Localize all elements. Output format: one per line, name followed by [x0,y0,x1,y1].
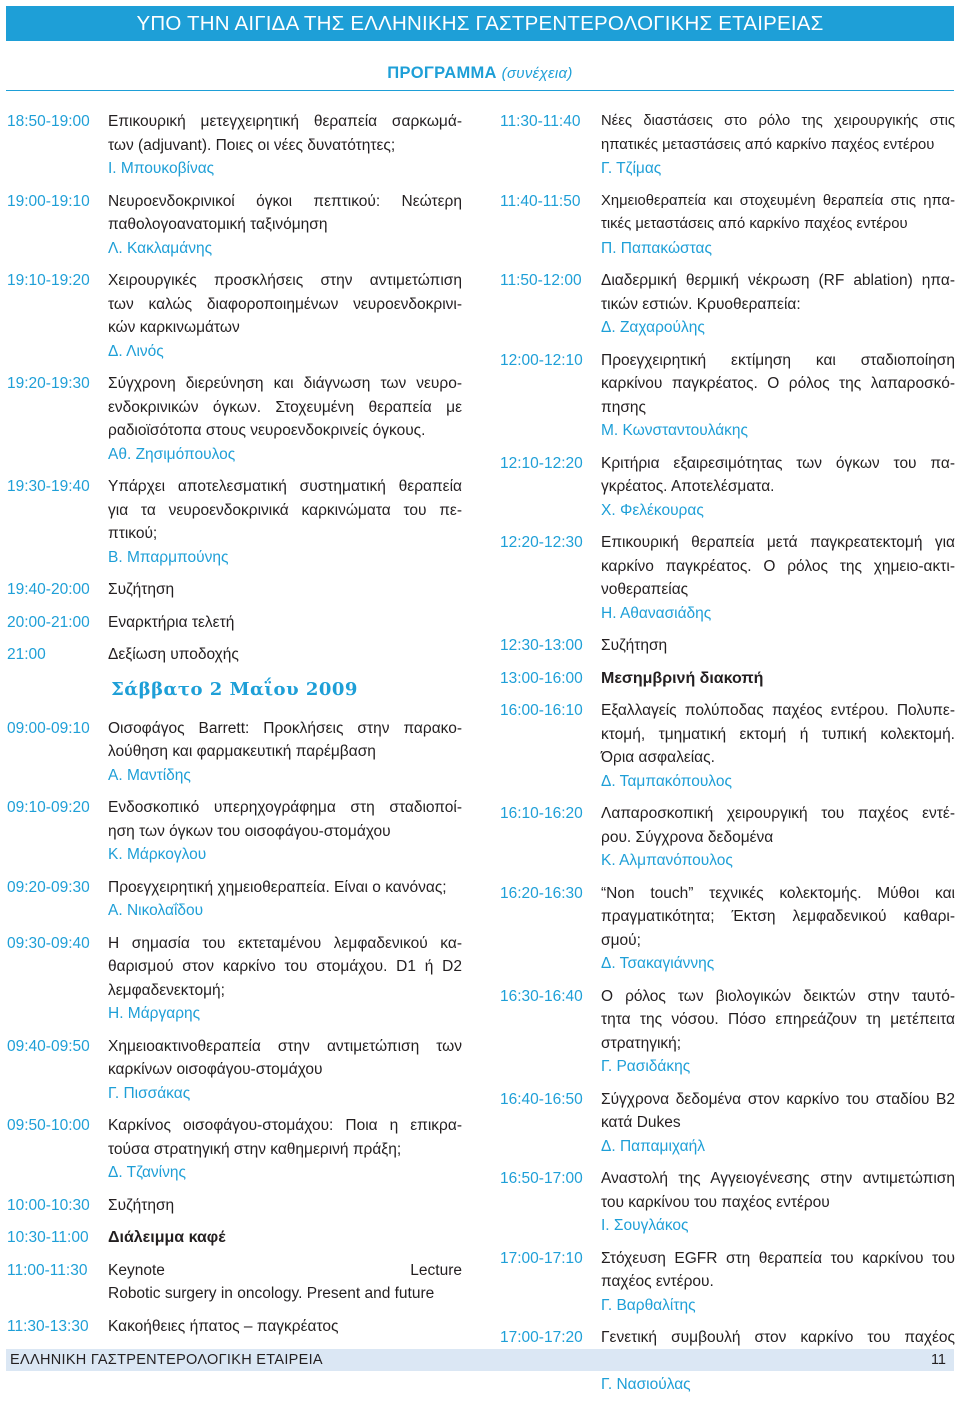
session-body [601,699,955,793]
schedule-item [500,1088,955,1159]
session-title-line: των καλώς διαφοροποιημένων νευροενδοκρινι- [108,295,462,313]
speaker-name: Αθ. Ζησιμόπουλος [108,445,236,463]
session-title-line: Προεγχειρητική χημειοθεραπεία. Είναι ο κανόνας; [108,878,447,896]
session-time: 12:20-12:30 [500,534,583,551]
page-number: 11 [930,1352,946,1368]
session-time: 09:00-09:10 [7,719,90,737]
speaker-name: Ι. Σουγλάκος [601,1217,689,1234]
schedule-item [7,1259,462,1306]
session-time: 09:10-09:20 [7,799,90,816]
speaker-name: Δ. Ζαχαρούλης [601,319,705,336]
session-title-line: παχέος εντέρου. [601,1273,714,1290]
session-body [108,611,462,635]
session-body [108,190,462,261]
session-title-line: ενδοκρινικών όγκων. Στοχευμένη θεραπεία με [108,398,462,416]
session-title-line: καρκίνο παγκρέατος. Ο ρόλος της χημειο-ακτι- [601,557,955,575]
speaker-name: Κ. Αλμπανόπουλος [601,852,733,869]
session-time: 16:50-17:00 [500,1170,583,1187]
session-title-line: κών καρκινωμάτων [108,319,240,336]
session-body [108,372,462,466]
session-title-line: πτικού; [108,525,158,542]
session-title-line: Επικουρική μετεγχειρητική θεραπεία σαρκωμά- [108,113,462,130]
session-time: 16:20-16:30 [500,884,583,902]
session-time: 20:00-21:00 [7,613,90,631]
speaker-name: Ι. Μπουκοβίνας [108,160,215,177]
schedule-item [500,190,955,261]
session-time: 17:00-17:20 [500,1329,583,1346]
schedule-item [7,932,462,1026]
schedule-item [500,531,955,625]
session-body [601,452,955,523]
schedule-item [7,269,462,363]
session-time: 19:20-19:30 [7,375,90,392]
speaker-name: Η. Μάργαρης [108,1005,201,1022]
session-title-line: Όρια ασφαλείας. [601,749,715,766]
session-title-line: Υπάρχει αποτελεσματική συστηματική θεραπεία [108,478,462,495]
schedule-item [500,802,955,873]
session-title-line: Δεξίωση υποδοχής [108,646,239,663]
session-time: 18:50-19:00 [7,113,90,130]
session-time: 10:00-10:30 [7,1196,90,1214]
session-time: 12:00-12:10 [500,351,583,369]
session-title-line: γκρέατος. Αποτελέσματα. [601,478,775,495]
schedule-item [7,1315,462,1339]
session-body [601,1247,955,1318]
schedule-item [7,643,462,667]
session-title-line: καρκίνου παγκρέατος. Ο ρόλος της λαπαροσκό- [601,375,955,392]
session-title-line: Εναρκτήρια τελετή [108,613,235,631]
session-title-line: Σύγχρονη διερεύνηση και διάγνωση των νευρο- [108,375,462,392]
schedule-item [7,876,462,923]
session-body [601,110,955,181]
session-time: 09:30-09:40 [7,934,90,952]
session-body [108,1035,462,1106]
session-body [601,985,955,1079]
day-heading: Σάββατο 2 Μαΐου 2009 [111,678,358,700]
session-title-line: ραδιοϊσότοπα στους νευροενδοκρινείς όγκους. [108,422,426,439]
schedule-item [7,1194,462,1218]
session-title-line: των (adjuvant). Ποιες οι νέες δυνατότητες; [108,136,396,154]
session-time: 11:30-11:40 [500,113,581,130]
session-body [601,269,955,340]
session-title-line: Η σημασία του εκτεταμένου λεμφαδενικού κα- [108,934,462,952]
session-time: 10:30-11:00 [7,1229,89,1246]
schedule-item [7,717,462,788]
session-title-line: Οισοφάγος Barrett: Προκλήσεις στην παρακο- [108,719,462,737]
session-body [601,190,955,261]
session-time: 11:30-13:30 [7,1317,89,1335]
session-time: 17:00-17:10 [500,1249,583,1267]
schedule-item [7,110,462,181]
session-body [108,1194,462,1218]
session-title-line: τικές μεταστάσεις από καρκίνο παχέος εντέρου [601,216,908,232]
session-time: 16:10-16:20 [500,805,583,822]
speaker-name: Δ. Τζανίνης [108,1164,186,1181]
session-title-line: ηση των όγκων του οισοφάγου-στομάχου [108,822,391,840]
speaker-name: Α. Μαντίδης [108,766,191,784]
session-title-line: τούσα στρατηγική στην καθημερινή πράξη; [108,1140,402,1158]
session-title-line: λεμφαδενεκτομή; [108,981,225,999]
session-title-line: Στόχευση EGFR στη θεραπεία του καρκίνου του [601,1249,955,1267]
session-body [601,634,955,658]
session-title-line: Προεγχειρητική εκτίμηση και σταδιοποίηση [601,351,955,369]
schedule-item [500,985,955,1079]
session-time: 19:40-20:00 [7,581,90,598]
session-title-line: Διαδερμική θερμική νέκρωση (RF ablation) ηπα- [601,272,955,289]
schedule-item [7,475,462,569]
session-title-line: του καρκίνου του παχέος εντέρου [601,1193,830,1211]
session-title-line: Keynote Lecture [108,1261,462,1279]
program-title-text: ΠΡΟΓΡΑΜΜΑ [387,64,497,82]
session-body [601,531,955,625]
session-title-line: Χημειοθεραπεία και στοχευμένη θεραπεία στις ηπα- [601,192,955,209]
session-time: 16:30-16:40 [500,987,583,1005]
session-body [108,796,462,867]
session-title-line: τητα της νόσου. Πόσο επηρεάζουν τη μετέπειτα [601,1011,955,1028]
session-title-line: Γενετική συμβουλή στον καρκίνο του παχέος [601,1329,955,1346]
title-divider [6,90,954,91]
speaker-name: Π. Παπακώστας [601,239,712,257]
schedule-item [7,611,462,635]
speaker-name: Δ. Ταμπακόπουλος [601,772,732,790]
session-title-line: Συζήτηση [108,1196,175,1214]
speaker-name: Η. Αθανασιάδης [601,604,712,622]
session-body [108,932,462,1026]
footer-bar [6,1349,954,1371]
session-title-line: Καρκίνος οισοφάγου-στομάχου: Ποια η επικρα- [108,1117,462,1134]
session-title-line: “Non touch” τεχνικές κολεκτομής. Μύθοι και [601,884,955,902]
session-title-line: Συζήτηση [108,581,175,598]
session-title-line: καρκίνων οισοφάγου-στομάχου [108,1061,323,1078]
session-time: 09:20-09:30 [7,878,90,896]
session-title-line: ηπατικές μεταστάσεις από καρκίνο παχέος εντέρου [601,136,935,153]
session-time: 19:00-19:10 [7,192,90,210]
session-time: 12:30-13:00 [500,637,583,654]
right-column [500,110,955,1406]
session-time: 13:00-16:00 [500,669,583,687]
speaker-name: Γ. Ρασιδάκης [601,1058,691,1075]
schedule-item [500,452,955,523]
schedule-item [7,578,462,602]
session-title-line: κτομή, τμηματική εκτομή ή τυπική κολεκτομή. [601,725,955,743]
schedule-item [500,1247,955,1318]
schedule-item [7,1226,462,1250]
session-title-line: Κακοήθειες ήπατος – παγκρέατος [108,1317,339,1335]
session-body [108,578,462,602]
session-title-line: στρατηγική; [601,1034,682,1052]
session-body [601,802,955,873]
session-title-line: Νευροενδοκρινικοί όγκοι πεπτικού: Νεώτερη [108,192,462,210]
speaker-name: Λ. Κακλαμάνης [108,239,213,257]
session-body [108,876,462,923]
session-title-line: Μεσημβρινή διακοπή [601,669,764,687]
session-title-line: σμού; [601,931,641,949]
session-body [108,110,462,181]
speaker-name: Γ. Νασιούλας [601,1376,691,1393]
session-time: 11:50-12:00 [500,272,582,289]
session-time: 11:00-11:30 [7,1261,88,1279]
session-title-line: Συζήτηση [601,637,668,654]
program-title-suffix: (συνέχεια) [501,65,573,82]
session-title-line: Νέες διαστάσεις στο ρόλο της χειρουργικής στις [601,113,955,129]
session-body [108,1259,462,1306]
session-title-line: Επικουρική θεραπεία μετά παγκρεατεκτομή για [601,534,955,551]
session-body [108,475,462,569]
session-title-line: τικών εστιών. Κρυοθεραπεία: [601,295,801,313]
session-body [108,643,462,667]
session-body [601,1167,955,1238]
schedule-item [7,1114,462,1185]
session-time: 19:30-19:40 [7,478,90,495]
session-title-line: πραγματικότητα; Έκτση λεμφαδενικού καθαρι- [601,908,955,925]
session-title-line: θαρισμού στον καρκίνο του στομάχου. D1 ή D2 [108,958,462,975]
session-title-line: Κριτήρια εξαιρεσιμότητας των όγκων του πα- [601,454,955,472]
program-title [0,64,960,83]
session-title-line: Σύγχρονα δεδομένα στον καρκίνο του σταδίου Β2 [601,1090,955,1108]
session-title-line: Ενδοσκοπικό υπερηχογράφημα στη σταδιοποί- [108,799,462,816]
speaker-name: Γ. Τζίμας [601,160,662,177]
session-title-line: λούθηση και φαρμακευτική παρέμβαση [108,743,376,760]
speaker-name: Δ. Λινός [108,342,164,360]
session-time: 09:40-09:50 [7,1037,90,1055]
speaker-name: Δ. Τσακαγιάννης [601,955,715,972]
session-time: 11:40-11:50 [500,192,581,210]
session-body [601,349,955,443]
schedule-item [7,190,462,261]
session-title-line: παθολογοανατομική ταξινόμηση [108,216,328,233]
session-body [601,1088,955,1159]
schedule-item [7,796,462,867]
session-title-line: Αναστολή της Αγγειογένεσης στην αντιμετώπιση [601,1170,955,1187]
header-banner: ΥΠΟ ΤΗΝ ΑΙΓΙΔΑ ΤΗΣ ΕΛΛΗΝΙΚΗΣ ΓΑΣΤΡΕΝΤΕΡΟΛΟΓΙΚΗΣ ΕΤΑΙΡΕΙΑΣ [6,6,954,41]
schedule-item [500,882,955,976]
session-body [108,269,462,363]
speaker-name: Δ. Παπαμιχαήλ [601,1137,705,1155]
session-title-line: Λαπαροσκοπική χειρουργική του παχέος εντέ- [601,805,955,822]
session-title-line: για τα νευροενδοκρινικά καρκινώματα του πε- [108,501,462,519]
speaker-name: Χ. Φελέκουρας [601,501,704,519]
session-body [601,667,955,691]
speaker-name: Κ. Μάρκογλου [108,846,207,863]
session-title-line: Διάλειμμα καφέ [108,1229,226,1246]
session-title-line: Robotic surgery in oncology. Present and future [108,1285,435,1302]
schedule-item [500,699,955,793]
session-time: 16:00-16:10 [500,702,583,719]
session-time: 21:00 [7,646,46,663]
speaker-name: Β. Μπαρμπούνης [108,548,229,566]
schedule-item [7,372,462,466]
speaker-name: Μ. Κωνσταντουλάκης [601,422,749,439]
schedule-item [500,667,955,691]
schedule-item [500,269,955,340]
session-title-line: Χημειοακτινοθεραπεία στην αντιμετώπιση των [108,1037,462,1055]
speaker-name: Γ. Βαρθαλίτης [601,1296,696,1314]
speaker-name: Α. Νικολαΐδου [108,902,204,919]
session-body [108,717,462,788]
session-title-line: πησης [601,398,646,416]
session-body [108,1226,462,1250]
left-column [7,110,462,1347]
session-title-line: Εξαλλαγείς πολύποδας παχέος εντέρου. Πολυπε- [601,702,955,719]
session-body [108,1315,462,1339]
schedule-item [500,349,955,443]
session-title-line: Ο ρόλος των βιολογικών δεικτών στην ταυτό- [601,987,955,1005]
session-body [601,882,955,976]
schedule-item [500,1167,955,1238]
session-title-line: κατά Dukes [601,1114,681,1131]
session-time: 16:40-16:50 [500,1090,583,1108]
schedule-item [500,634,955,658]
session-time: 09:50-10:00 [7,1117,90,1134]
schedule-item [500,110,955,181]
footer-organization: ΕΛΛΗΝΙΚΗ ΓΑΣΤΡΕΝΤΕΡΟΛΟΓΙΚΗ ΕΤΑΙΡΕΙΑ [10,1352,323,1368]
session-title-line: Χειρουργικές προσκλήσεις στην αντιμετώπιση [108,272,462,289]
session-title-line: νοθεραπείας [601,581,689,598]
speaker-name: Γ. Πισσάκας [108,1084,191,1102]
schedule-item [7,1035,462,1106]
session-time: 12:10-12:20 [500,454,583,472]
session-body [108,1114,462,1185]
session-time: 19:10-19:20 [7,272,90,289]
session-title-line: ρου. Σύγχρονα δεδομένα [601,828,774,846]
